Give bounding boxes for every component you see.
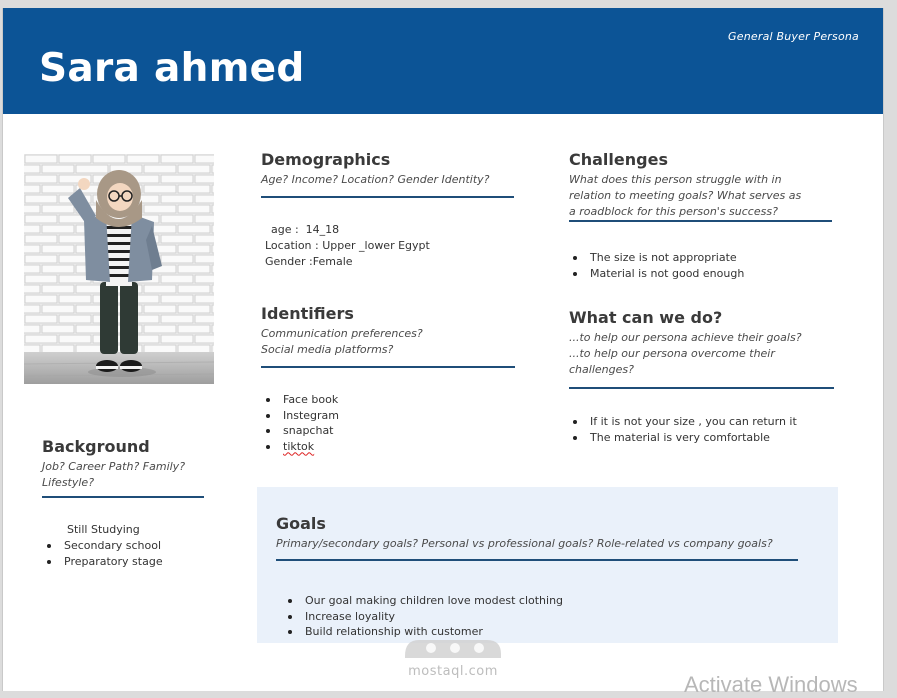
challenges-section (569, 150, 801, 220)
list-item: The size is not appropriate (569, 250, 744, 266)
background-prompt-line: Job? Career Path? Family? (42, 460, 186, 473)
what-can-we-do-list (569, 414, 797, 445)
challenges-divider (569, 220, 832, 222)
background-divider (42, 496, 204, 498)
watermark-text: mostaql.com (408, 664, 498, 679)
challenges-title: Challenges (569, 150, 668, 169)
background-section (42, 437, 185, 491)
list-item: Increase loyality (284, 609, 563, 625)
persona-illustration-icon (24, 154, 214, 384)
demographics-details (265, 222, 430, 270)
background-prompt-line: Lifestyle? (42, 476, 95, 489)
list-item: If it is not your size , you can return it (569, 414, 797, 430)
watermark (398, 630, 508, 690)
list-item: Preparatory stage (43, 554, 163, 570)
goals-section (276, 514, 773, 552)
goals-title: Goals (276, 514, 326, 533)
challenges-prompt-line: a roadblock for this person's success? (569, 205, 778, 218)
what-can-we-do-divider (569, 387, 834, 389)
identifiers-list (262, 392, 339, 454)
demographics-gender: Gender :Female (265, 255, 353, 268)
goals-divider (276, 559, 798, 561)
background-prompt (42, 459, 185, 491)
persona-type-label: General Buyer Persona (728, 30, 859, 43)
what-can-we-do-prompt-line: ...to help our persona achieve their goals? (569, 331, 802, 344)
what-can-we-do-section (569, 308, 802, 378)
list-item: Secondary school (43, 538, 163, 554)
list-item: Build relationship with customer (284, 624, 563, 640)
list-item: Instegram (262, 408, 339, 424)
background-intro: Still Studying (67, 523, 140, 536)
background-title: Background (42, 437, 150, 456)
demographics-prompt: Age? Income? Location? Gender Identity? (261, 173, 490, 186)
goals-panel (257, 487, 838, 643)
challenges-prompt-line: relation to meeting goals? What serves as (569, 189, 802, 202)
background-list (43, 538, 163, 569)
list-item: Material is not good enough (569, 266, 744, 282)
demographics-divider (261, 196, 514, 198)
persona-page (2, 8, 884, 691)
list-item: The material is very comfortable (569, 430, 797, 446)
list-item: Our goal making children love modest clothing (284, 593, 563, 609)
challenges-prompt-line: What does this person struggle with in (569, 173, 782, 186)
what-can-we-do-prompt (569, 330, 802, 378)
challenges-prompt (569, 172, 801, 220)
persona-photo (24, 154, 214, 384)
demographics-age: age : 14_18 (271, 223, 340, 236)
what-can-we-do-prompt-line: challenges? (569, 363, 634, 376)
identifiers-divider (261, 366, 515, 368)
persona-header (3, 8, 883, 114)
list-item (262, 439, 339, 455)
persona-name: Sara ahmed (39, 46, 305, 91)
demographics-location: Location : Upper _lower Egypt (265, 239, 430, 252)
challenges-list (569, 250, 744, 281)
identifiers-section (261, 304, 423, 358)
identifiers-prompt-line: Social media platforms? (261, 343, 394, 356)
demographics-title: Demographics (261, 150, 391, 169)
misspelled-word: tiktok (283, 439, 315, 453)
mostaql-logo-icon (401, 630, 505, 660)
list-item: Face book (262, 392, 339, 408)
list-item: snapchat (262, 423, 339, 439)
identifiers-title: Identifiers (261, 304, 354, 323)
activate-windows-overlay: Activate Windows (684, 672, 858, 697)
what-can-we-do-prompt-line: ...to help our persona overcome their (569, 347, 775, 360)
identifiers-prompt (261, 326, 423, 358)
what-can-we-do-title: What can we do? (569, 308, 723, 327)
demographics-section (261, 150, 490, 188)
identifiers-prompt-line: Communication preferences? (261, 327, 423, 340)
goals-prompt: Primary/secondary goals? Personal vs professional goals? Role-related vs company goals? (276, 537, 773, 550)
